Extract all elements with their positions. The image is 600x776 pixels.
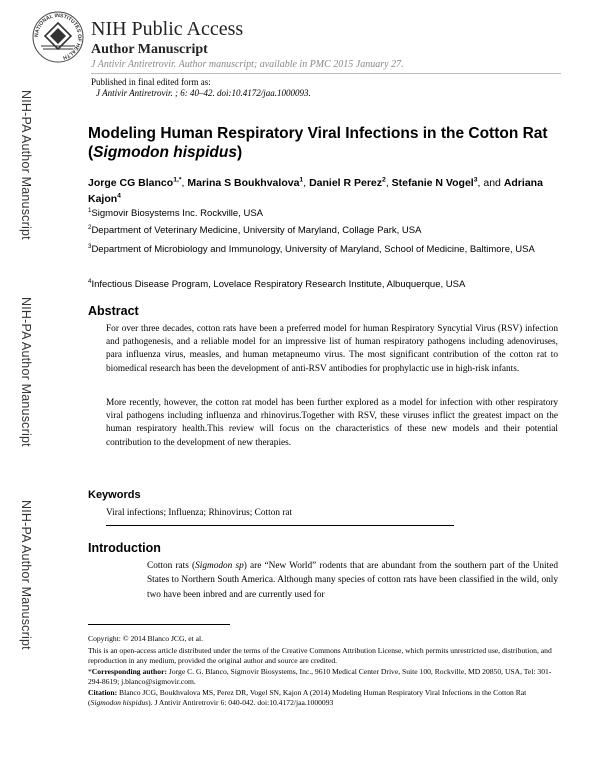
author-affiliation-mark: 2: [382, 176, 386, 184]
affiliation-text: Department of Veterinary Medicine, University of Maryland, Collage Park, USA: [91, 225, 422, 236]
affiliation-number: 1: [88, 206, 92, 214]
svg-text:NATIONAL INSTITUTES OF HEALTH: NATIONAL INSTITUTES OF HEALTH: [33, 12, 83, 61]
affiliation-text: Infectious Disease Program, Lovelace Respiratory Research Institute, Albuquerque, USA: [91, 279, 466, 290]
citation-italic: Sigmodon hispidus: [90, 698, 149, 707]
author-separator: ,: [385, 177, 392, 189]
author-separator: ,: [303, 177, 310, 189]
affiliation-text: Department of Microbiology and Immunology, University of Maryland, School of Medicine, Baltimore, USA: [91, 244, 535, 255]
journal-availability-line: J Antivir Antiretrovir. Author manuscript; available in PMC 2015 January 27.: [91, 59, 404, 70]
article-title: Modeling Human Respiratory Viral Infections in the Cotton Rat (Sigmodon hispidus): [88, 125, 548, 161]
author-name: Stefanie N Vogel: [391, 177, 474, 189]
published-citation: J Antivir Antiretrovir. ; 6: 40–42. doi:10.4172/jaa.1000093.: [96, 88, 311, 98]
author-affiliation-mark: 4: [117, 192, 121, 200]
abstract-paragraph-1: For over three decades, cotton rats have been a preferred model for human Respiratory Syncytial Virus (RSV) infection and pathogenesis, and a reliable model for an impressive list of human respiratory pathogens including adenoviruses, para influenza virus, measles, and human metapneumo virus. The most significant contribution of the cotton rat to biomedical research has been the development of anti-RSV antibodies for prophylactic use in high-risk infants.: [106, 324, 558, 374]
affiliation-text: Sigmovir Biosystems Inc. Rockville, USA: [91, 208, 264, 219]
intro-text-rest: ) are “New World” rodents that are abundant from the southern part of the United States to Northern South America. Although many species of cotton rats have been classified in the wild, only two have been inbred and are currently used for: [147, 561, 559, 600]
author-affiliation-mark: 3: [473, 176, 478, 184]
article-title-species: Sigmodon hispidus: [93, 144, 237, 161]
citation-note: [88, 688, 558, 708]
affiliation-number: 4: [88, 277, 92, 285]
author-affiliation-mark: 1,*: [173, 176, 182, 184]
license-note: This is an open-access article distributed under the terms of the Creative Commons Attribution License, which permits unrestricted use, distribution, and reproduction in any medium, provided the original author and source are credited.: [88, 646, 552, 665]
keywords-divider: [106, 525, 454, 526]
affiliation-number: 3: [88, 242, 92, 250]
side-label-middle: NIH-PA Author Manuscript: [19, 297, 33, 447]
author-separator: , and: [477, 177, 504, 189]
keywords-text: Viral infections; Influenza; Rhinovirus; Cotton rat: [106, 508, 293, 518]
affiliation-2: [88, 224, 558, 237]
author-list: [88, 175, 558, 207]
affiliation-3: [88, 243, 558, 256]
corresponding-author-note: *Corresponding author: Jorge C. G. Blanco, Sigmovir Biosystems, Inc., 9610 Medical Center Drive, Suite 100, Rockville, MD 20850, USA, Tel: 301-294-8619; j.blanco@sigmovir.com.: [88, 667, 552, 686]
citation-text: Blanco JCG, Boukhvalova MS, Perez DR, Vogel SN, Kajon A (2014) Modeling Human Respiratory Viral Infections in the Cotton Rat (: [88, 688, 527, 707]
published-label: Published in final edited form as:: [91, 77, 211, 87]
author-affiliation-mark: 1: [299, 176, 304, 184]
introduction-heading: Introduction: [88, 541, 161, 555]
header-title: NIH Public Access: [91, 18, 244, 40]
abstract-paragraph-2: More recently, however, the cotton rat model has been further explored as a model for infection with other respiratory viral pathogens including influenza and rhinovirus.Together with RSV, these viruses inflict the greatest impact on the human respiratory health.This review will focus on the characteristics of these new models and their potential contribution to the development of new therapies.: [106, 398, 558, 448]
author-name: Jorge CG Blanco: [88, 177, 174, 189]
header-divider: [91, 73, 561, 74]
copyright-note: Copyright: © 2014 Blanco JCG, et al.: [88, 634, 204, 643]
article-title-main: Modeling Human Respiratory Viral Infections in the Cotton Rat: [88, 125, 548, 142]
author-name: Daniel R Perez: [309, 177, 383, 189]
affiliation-number: 2: [88, 223, 92, 231]
header-subtitle: Author Manuscript: [91, 42, 208, 57]
side-label-bottom: NIH-PA Author Manuscript: [19, 500, 33, 650]
corresponding-author-text: Jorge C. G. Blanco, Sigmovir Biosystems, Inc., 9610 Medical Center Drive, Suite 100, Rockville, MD 20850, USA, Tel: 301-294-8619; j.blanco@sigmovir.com.: [88, 667, 552, 686]
affiliation-1: [88, 207, 558, 220]
footnote-divider: [88, 624, 230, 625]
abstract-heading: Abstract: [88, 304, 139, 318]
side-label-top: NIH-PA Author Manuscript: [19, 90, 33, 240]
citation-label: Citation:: [88, 688, 118, 697]
introduction-paragraph: [147, 559, 558, 602]
author-name: Adriana Kajon: [88, 177, 543, 205]
author-separator: ,: [181, 177, 188, 189]
citation-text-end: ). J Antivir Antiretrovir 6: 040-042. doi:10.4172/jaa.1000093: [148, 698, 334, 707]
intro-text-italic: Sigmodon sp: [195, 561, 244, 571]
keywords-heading: Keywords: [88, 489, 141, 501]
intro-text-start: Cotton rats (: [147, 561, 196, 571]
affiliation-4: [88, 278, 558, 291]
author-name: Marina S Boukhvalova: [187, 177, 300, 189]
corresponding-author-label: Corresponding author:: [91, 667, 167, 676]
nih-logo: [31, 10, 85, 64]
